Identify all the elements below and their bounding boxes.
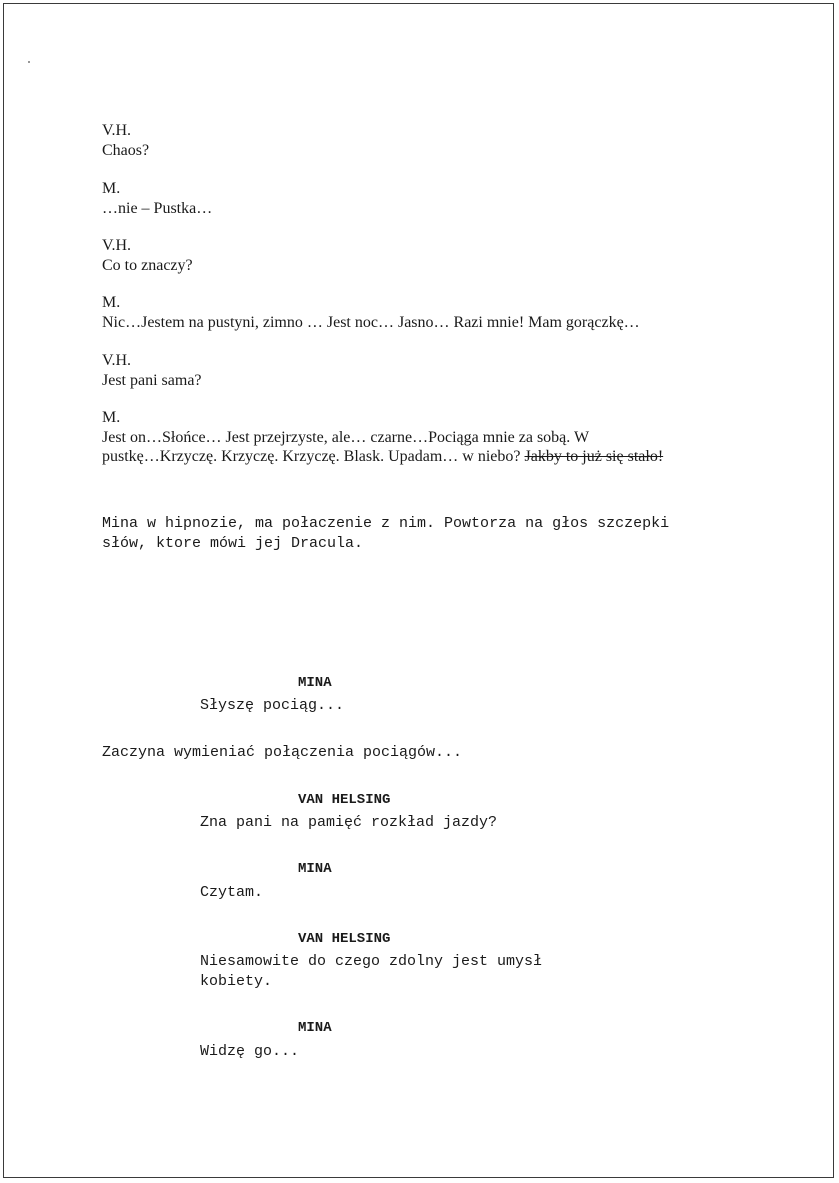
dialogue-line: kobiety. <box>200 973 273 990</box>
speaker-label: M. <box>102 409 121 426</box>
speaker-label: V.H. <box>102 352 132 369</box>
character-cue: VAN HELSING <box>298 931 391 947</box>
character-cue: MINA <box>298 675 332 691</box>
action-line: Zaczyna wymieniać połączenia pociągów... <box>102 744 463 761</box>
transcript-line: Chaos? <box>102 142 150 159</box>
dialogue-line: Słyszę pociąg... <box>200 697 345 714</box>
character-cue: VAN HELSING <box>298 792 391 808</box>
struck-text: Jakby to już się stało! <box>524 448 664 465</box>
transcript-line: Nic…Jestem na pustyni, zimno … Jest noc… Jasno… Razi mnie! Mam gorączkę… <box>102 314 640 331</box>
transcript-line-text: pustkę…Krzyczę. Krzyczę. Krzyczę. Blask. Upadam… w niebo? <box>102 448 525 465</box>
character-cue: MINA <box>298 1020 332 1036</box>
action-line: Mina w hipnozie, ma połaczenie z nim. Powtorza na głos szczepki <box>102 515 670 532</box>
action-line: słów, ktore mówi jej Dracula. <box>102 535 364 552</box>
dialogue-line: Zna pani na pamięć rozkład jazdy? <box>200 814 498 831</box>
scan-speck <box>28 61 30 63</box>
speaker-label: M. <box>102 180 121 197</box>
transcript-line: Co to znaczy? <box>102 257 193 274</box>
dialogue-line: Czytam. <box>200 884 264 901</box>
dialogue-line: Widzę go... <box>200 1043 300 1060</box>
transcript-line: Jest on…Słońce… Jest przejrzyste, ale… czarne…Pociąga mnie za sobą. W <box>102 429 590 446</box>
speaker-label: M. <box>102 294 121 311</box>
speaker-label: V.H. <box>102 237 132 254</box>
transcript-line: Jest pani sama? <box>102 372 202 389</box>
speaker-label: V.H. <box>102 122 132 139</box>
character-cue: MINA <box>298 861 332 877</box>
document-page <box>3 3 834 1178</box>
transcript-line: …nie – Pustka… <box>102 200 213 217</box>
transcript-line <box>102 446 663 467</box>
dialogue-line: Niesamowite do czego zdolny jest umysł <box>200 953 543 970</box>
